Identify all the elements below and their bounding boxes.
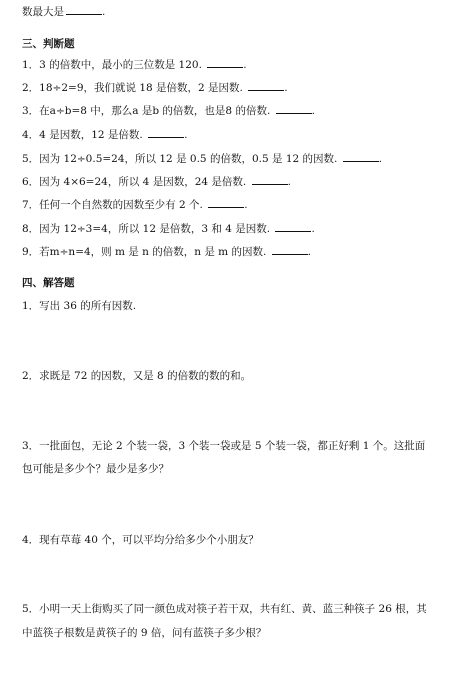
- judge-item-8: [22, 222, 315, 236]
- item-end: .: [307, 246, 312, 258]
- judge-item-2: [22, 81, 288, 95]
- top-line-text: 数最大是: [22, 6, 64, 18]
- judge-item-1: [22, 58, 247, 72]
- solve-item-2: 2．求既是 72 的因数，又是 8 的倍数的数的和。: [22, 370, 252, 382]
- judge-item-6: [22, 175, 291, 189]
- answer-blank[interactable]: [276, 104, 312, 114]
- solve-item-4: 4．现有草莓 40 个，可以平均分给多少个小朋友？: [22, 534, 259, 546]
- judge-item-3-text: 3．在a÷b=8 中，那么a 是b 的倍数，也是8 的倍数.: [22, 105, 271, 117]
- judge-item-2-text: 2．18÷2=9，我们就说 18 是倍数，2 是因数.: [22, 82, 243, 94]
- judge-item-4-text: 4．4 是因数，12 是倍数.: [22, 129, 143, 141]
- solve-item-5-line-2: 中蓝筷子根数是黄筷子的 9 倍，问有蓝筷子多少根？: [22, 627, 267, 639]
- item-end: .: [311, 105, 315, 117]
- item-end: .: [311, 223, 315, 235]
- item-end: .: [243, 59, 247, 71]
- answer-blank[interactable]: [248, 81, 284, 91]
- judge-item-3: [22, 104, 315, 118]
- solve-item-5-line-1: 5．小明一天上街购买了同一颜色成对筷子若干双，共有红、黄、蓝三种筷子 26 根，其: [22, 603, 427, 615]
- top-line-end: .: [102, 6, 106, 18]
- section-4-heading: 四、解答题: [22, 277, 75, 289]
- answer-blank[interactable]: [207, 58, 243, 68]
- top-line: [22, 5, 105, 19]
- judge-item-7: [22, 198, 248, 212]
- judge-item-6-text: 6．因为 4×6=24，所以 4 是因数，24 是倍数.: [22, 176, 247, 188]
- section-3-heading: 三、判断题: [22, 38, 75, 50]
- answer-blank[interactable]: [272, 245, 308, 255]
- answer-blank[interactable]: [275, 222, 311, 232]
- judge-item-7-text: 7．任何一个自然数的因数至少有 2 个.: [22, 199, 203, 211]
- answer-blank[interactable]: [148, 128, 184, 138]
- item-end: .: [378, 153, 383, 165]
- solve-item-1: 1．写出 36 的所有因数.: [22, 300, 137, 312]
- judge-item-8-text: 8．因为 12÷3=4，所以 12 是倍数，3 和 4 是因数.: [22, 223, 271, 235]
- answer-blank[interactable]: [343, 152, 379, 162]
- answer-blank[interactable]: [252, 175, 288, 185]
- item-end: .: [184, 129, 188, 141]
- judge-item-5-text: 5．因为 12÷0.5=24，所以 12 是 0.5 的倍数，0.5 是 12 的因数.: [22, 153, 338, 165]
- judge-item-9: [22, 245, 311, 259]
- judge-item-9-text: 9．若m÷n=4，则 m 是 n 的倍数，n 是 m 的因数.: [22, 246, 267, 258]
- item-end: .: [284, 82, 288, 94]
- judge-item-1-text: 1．3 的倍数中，最小的三位数是 120.: [22, 59, 202, 71]
- solve-item-3-line-1: 3．一批面包，无论 2 个装一袋，3 个装一袋或是 5 个装一袋，都正好剩 1 个。这批面: [22, 440, 426, 452]
- answer-blank[interactable]: [66, 5, 102, 15]
- item-end: .: [244, 199, 248, 211]
- judge-item-5: [22, 152, 382, 166]
- answer-blank[interactable]: [208, 198, 244, 208]
- item-end: .: [287, 176, 291, 188]
- solve-item-3-line-2: 包可能是多少个？最少是多少？: [22, 463, 169, 475]
- judge-item-4: [22, 128, 187, 142]
